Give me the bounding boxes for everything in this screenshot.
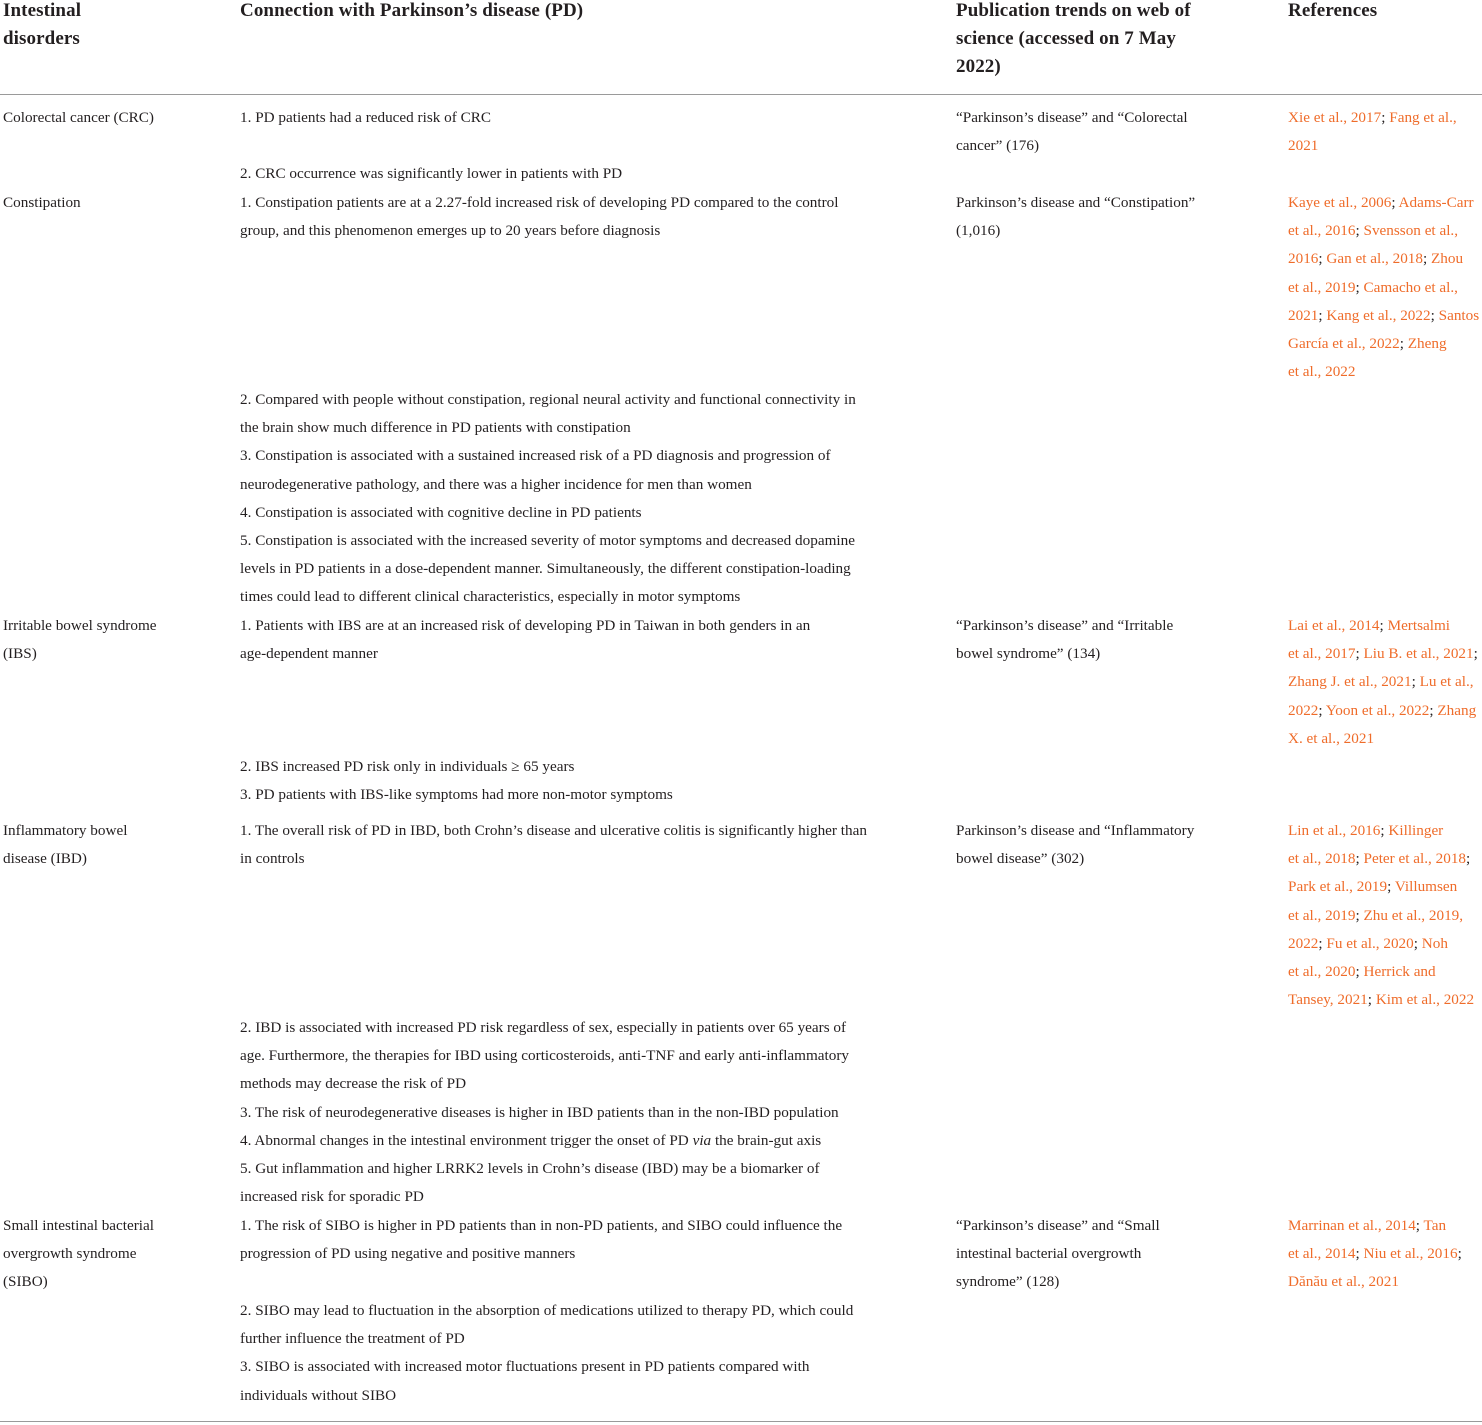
row-sibo-references	[1288, 1212, 1482, 1297]
ref-separator: ;	[1318, 306, 1327, 324]
header-text: disorders	[3, 28, 80, 49]
ref-separator: ;	[1379, 617, 1388, 634]
header-text: Publication trends on web of	[956, 0, 1191, 21]
reference-link[interactable]: Peter et al., 2018	[1363, 850, 1467, 868]
row-constipation-disorder	[3, 189, 218, 217]
reference-link[interactable]: Park et al., 2019	[1288, 878, 1388, 896]
header-references	[1288, 0, 1482, 25]
point-line: 1. PD patients had a reduced risk of CRC	[240, 109, 491, 126]
ref-separator: ;	[1430, 306, 1439, 324]
point-line: 1. The overall risk of PD in IBD, both Crohn’s disease and ulcerative colitis is significantly higher than	[240, 822, 867, 839]
row-ibs-trend	[956, 612, 1256, 668]
reference-link[interactable]: 2021	[1288, 306, 1319, 324]
reference-link[interactable]: et al., 2019	[1288, 278, 1356, 296]
ref-separator: ;	[1387, 878, 1395, 896]
point-line: 5. Gut inflammation and higher LRRK2 levels in Crohn’s disease (IBD) may be a biomarker of	[240, 1160, 820, 1178]
trend-line: intestinal bacterial overgrowth	[956, 1245, 1142, 1263]
reference-link[interactable]: 2022	[1288, 934, 1319, 952]
reference-link[interactable]: García et al., 2022	[1288, 335, 1400, 353]
ref-separator: ;	[1413, 934, 1422, 952]
trend-line: syndrome” (128)	[956, 1273, 1060, 1291]
header-connection-pd	[240, 0, 890, 25]
reference-link[interactable]: Kim et al., 2022	[1375, 991, 1475, 1009]
row-crc-connection	[240, 104, 890, 189]
reference-link[interactable]: Zhang J. et al., 2021	[1288, 673, 1412, 691]
reference-link[interactable]: Fang et al.,	[1389, 109, 1457, 126]
header-text: science (accessed on 7 May	[956, 28, 1176, 49]
trend-line: bowel syndrome” (134)	[956, 645, 1101, 663]
point-text: 4. Abnormal changes in the intestinal environment trigger the onset of PD	[240, 1131, 693, 1149]
row-sibo-connection	[240, 1212, 890, 1268]
point-line: further influence the treatment of PD	[240, 1330, 465, 1348]
reference-link[interactable]: Yoon et al., 2022	[1325, 701, 1430, 719]
reference-link[interactable]: Zheng	[1407, 335, 1447, 353]
point-line: increased risk for sporadic PD	[240, 1188, 424, 1206]
point-line: 3. SIBO is associated with increased motor fluctuations present in PD patients compared with	[240, 1358, 810, 1376]
ref-separator: ;	[1355, 963, 1364, 981]
point-line: neurodegenerative pathology, and there was a higher incidence for men than women	[240, 475, 752, 493]
reference-link[interactable]: et al., 2014	[1288, 1245, 1356, 1263]
point-line: 5. Constipation is associated with the increased severity of motor symptoms and decreased dopamine	[240, 532, 855, 550]
header-publication-trends	[956, 0, 1266, 81]
reference-link[interactable]: et al., 2020	[1288, 963, 1356, 981]
reference-link[interactable]: et al., 2018	[1288, 850, 1356, 868]
disorder-line: Inflammatory bowel	[3, 822, 128, 839]
reference-link[interactable]: Tan	[1423, 1217, 1447, 1234]
trend-line: “Parkinson’s disease” and “Small	[956, 1217, 1160, 1234]
ref-separator: ;	[1355, 222, 1364, 240]
disorder-line: Constipation	[3, 194, 81, 211]
ref-separator: ;	[1391, 194, 1399, 211]
ref-separator: ;	[1318, 934, 1327, 952]
point-line: in controls	[240, 850, 305, 868]
ref-separator: ;	[1423, 250, 1432, 268]
header-text: 2022)	[956, 56, 1001, 77]
trend-line: bowel disease” (302)	[956, 850, 1085, 868]
row-constipation-connection	[240, 189, 890, 245]
row-ibd-references	[1288, 817, 1482, 1014]
point-line: 4. Constipation is associated with cognitive decline in PD patients	[240, 503, 642, 521]
reference-link[interactable]: Santos	[1438, 306, 1480, 324]
point-line: times could lead to different clinical characteristics, especially in motor symptoms	[240, 588, 741, 606]
point-text-italic: via	[692, 1131, 712, 1149]
trend-line: “Parkinson’s disease” and “Irritable	[956, 617, 1174, 634]
ref-separator: ;	[1380, 822, 1389, 839]
disorder-line: overgrowth syndrome	[3, 1245, 137, 1263]
reference-link[interactable]: Villumsen	[1394, 878, 1458, 896]
disorder-line: disease (IBD)	[3, 850, 87, 868]
reference-link[interactable]: Xie et al., 2017	[1288, 109, 1382, 126]
point-line: age-dependent manner	[240, 645, 378, 663]
ref-separator: ;	[1381, 109, 1390, 126]
row-sibo-disorder	[3, 1212, 218, 1297]
ref-separator: ;	[1415, 1217, 1424, 1234]
trend-line: (1,016)	[956, 222, 1001, 240]
reference-link[interactable]: Zhang	[1437, 701, 1477, 719]
row-crc-references	[1288, 104, 1482, 160]
ref-separator: ;	[1355, 278, 1364, 296]
point-line: 2. IBD is associated with increased PD risk regardless of sex, especially in patients over 65 years of	[240, 1019, 847, 1036]
row-crc-trend	[956, 104, 1256, 160]
reference-link[interactable]: 2016	[1288, 250, 1319, 268]
point-line: 3. Constipation is associated with a sustained increased risk of a PD diagnosis and progression of	[240, 447, 831, 465]
point-line: 3. PD patients with IBS-like symptoms had more non-motor symptoms	[240, 786, 673, 804]
ref-separator: ;	[1355, 645, 1364, 663]
reference-link[interactable]: Lai et al., 2014	[1288, 617, 1380, 634]
point-line: age. Furthermore, the therapies for IBD using corticosteroids, anti-TNF and early anti-inflammatory	[240, 1047, 850, 1065]
trend-line: cancer” (176)	[956, 137, 1040, 155]
point-line: the brain show much difference in PD patients with constipation	[240, 419, 631, 437]
point-line: 2. CRC occurrence was significantly lower in patients with PD	[240, 165, 623, 183]
ref-separator: ;	[1355, 850, 1364, 868]
disorder-line: Colorectal cancer (CRC)	[3, 109, 154, 126]
reference-link[interactable]: Kang et al., 2022	[1326, 306, 1431, 324]
ref-separator: ;	[1473, 645, 1478, 663]
ref-separator: ;	[1318, 250, 1327, 268]
reference-link[interactable]: Zhou	[1431, 250, 1464, 268]
reference-link[interactable]: Tansey, 2021	[1288, 991, 1368, 1009]
disorder-line: Irritable bowel syndrome	[3, 617, 157, 634]
table-bottom-rule	[0, 1421, 1482, 1422]
reference-link[interactable]: Mertsalmi	[1387, 617, 1450, 634]
header-intestinal-disorders	[3, 0, 218, 53]
reference-link[interactable]: et al., 2016	[1288, 222, 1356, 240]
point-line: 1. Constipation patients are at a 2.27-fold increased risk of developing PD compared to the control	[240, 194, 839, 211]
ref-separator: ;	[1318, 701, 1326, 719]
reference-link[interactable]: Fu et al., 2020	[1326, 934, 1414, 952]
point-text: the brain-gut axis	[711, 1131, 822, 1149]
row-sibo-connection-cont	[240, 1297, 890, 1410]
trend-line: Parkinson’s disease and “Inflammatory	[956, 822, 1195, 839]
row-ibd-connection-cont	[240, 1014, 890, 1211]
point-line: individuals without SIBO	[240, 1386, 397, 1404]
reference-link[interactable]: Killinger	[1388, 822, 1444, 839]
row-sibo-trend	[956, 1212, 1256, 1297]
ref-separator: ;	[1399, 335, 1408, 353]
reference-link[interactable]: Herrick and	[1363, 963, 1436, 981]
reference-link[interactable]: Adams-Carr	[1398, 194, 1474, 211]
point-line: methods may decrease the risk of PD	[240, 1075, 467, 1093]
point-line: 3. The risk of neurodegenerative diseases is higher in IBD patients than in the non-IBD population	[240, 1103, 839, 1121]
row-ibs-connection-cont	[240, 753, 890, 809]
reference-link[interactable]: 2022	[1288, 701, 1319, 719]
reference-link[interactable]: Liu B. et al., 2021	[1363, 645, 1474, 663]
row-constipation-connection-cont	[240, 386, 890, 612]
reference-link[interactable]: Lin et al., 2016	[1288, 822, 1381, 839]
reference-link[interactable]: Zhu et al., 2019,	[1363, 906, 1464, 924]
point-line: 2. IBS increased PD risk only in individuals ≥ 65 years	[240, 758, 575, 775]
ref-separator: ;	[1355, 1245, 1364, 1263]
reference-link[interactable]: Lu et al.,	[1419, 673, 1474, 691]
reference-link[interactable]: et al., 2017	[1288, 645, 1356, 663]
point-line: 2. SIBO may lead to fluctuation in the absorption of medications utilized to therapy PD, which could	[240, 1302, 854, 1319]
ref-separator: ;	[1466, 850, 1471, 868]
point-line: 2. Compared with people without constipation, regional neural activity and functional connectivity in	[240, 391, 856, 408]
header-text: References	[1288, 0, 1378, 21]
ref-separator: ;	[1429, 701, 1438, 719]
point-line: group, and this phenomenon emerges up to 20 years before diagnosis	[240, 222, 661, 240]
row-ibd-connection	[240, 817, 890, 873]
reference-link[interactable]: et al., 2019	[1288, 906, 1356, 924]
ref-separator: ;	[1355, 906, 1364, 924]
ref-separator: ;	[1367, 991, 1376, 1009]
row-ibs-disorder	[3, 612, 218, 668]
trend-line: Parkinson’s disease and “Constipation”	[956, 194, 1196, 211]
point-line	[240, 1127, 890, 1155]
reference-link[interactable]: Marrinan et al., 2014	[1288, 1217, 1416, 1234]
row-ibs-references	[1288, 612, 1482, 753]
reference-link[interactable]: Niu et al., 2016	[1363, 1245, 1458, 1263]
reference-link[interactable]: Camacho et al.,	[1363, 278, 1458, 296]
ref-separator: ;	[1457, 1245, 1462, 1263]
reference-link[interactable]: Svensson et al.,	[1363, 222, 1459, 240]
point-line: 1. The risk of SIBO is higher in PD patients than in non-PD patients, and SIBO could influence the	[240, 1217, 843, 1234]
point-line: 1. Patients with IBS are at an increased risk of developing PD in Taiwan in both genders in an	[240, 617, 811, 634]
reference-link[interactable]: et al., 2022	[1288, 363, 1356, 381]
reference-link[interactable]: Dănău et al., 2021	[1288, 1273, 1399, 1291]
point-line: progression of PD using negative and positive manners	[240, 1245, 576, 1263]
reference-link[interactable]: Noh	[1421, 934, 1448, 952]
row-ibd-disorder	[3, 817, 218, 873]
header-text: Connection with Parkinson’s disease (PD)	[240, 0, 584, 21]
header-divider	[0, 94, 1482, 95]
ref-separator: ;	[1411, 673, 1420, 691]
disorder-line: (IBS)	[3, 645, 37, 663]
disorder-line: Small intestinal bacterial	[3, 1217, 154, 1234]
reference-link[interactable]: X. et al., 2021	[1288, 729, 1375, 747]
row-constipation-references	[1288, 189, 1482, 386]
trend-line: “Parkinson’s disease” and “Colorectal	[956, 109, 1188, 126]
reference-link[interactable]: 2021	[1288, 137, 1319, 155]
row-ibd-trend	[956, 817, 1256, 873]
row-crc-disorder	[3, 104, 218, 132]
disorder-line: (SIBO)	[3, 1273, 48, 1291]
reference-link[interactable]: Gan et al., 2018	[1326, 250, 1423, 268]
point-line: levels in PD patients in a dose-dependent manner. Simultaneously, the different constipation-loading	[240, 560, 851, 578]
row-ibs-connection	[240, 612, 890, 668]
reference-link[interactable]: Kaye et al., 2006	[1288, 194, 1392, 211]
row-constipation-trend	[956, 189, 1256, 245]
header-text: Intestinal	[3, 0, 82, 21]
